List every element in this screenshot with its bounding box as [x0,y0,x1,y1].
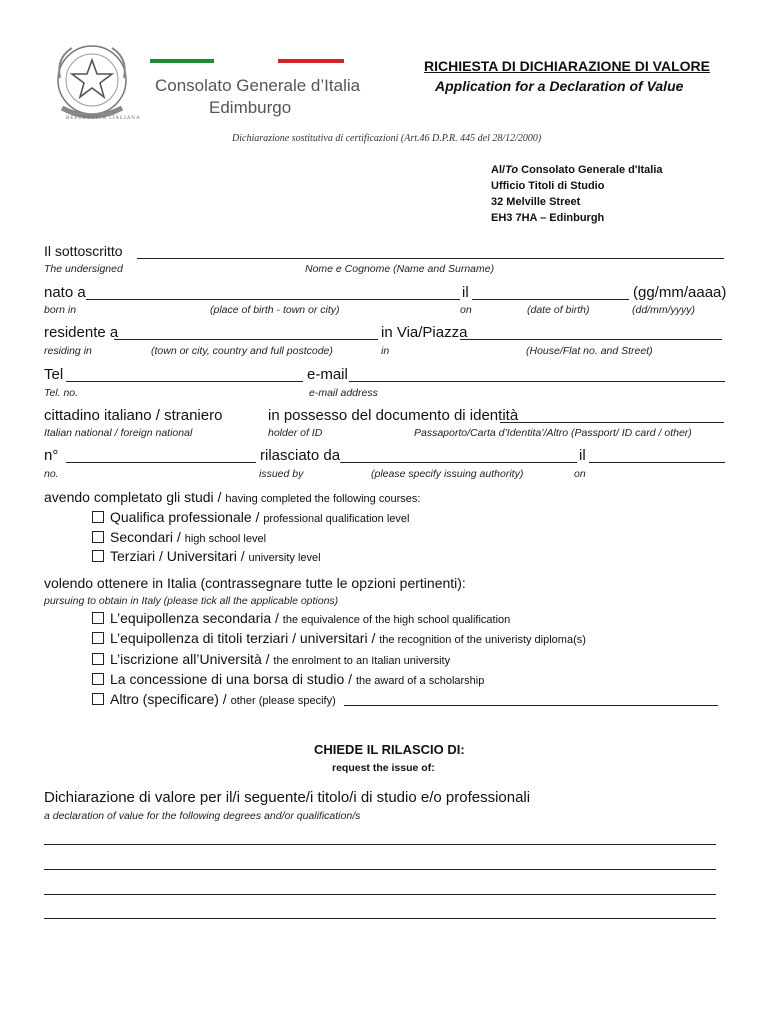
tel-label-en: Tel. no. [44,387,79,399]
birthdate-label: il [462,284,469,301]
address-rest: Consolato Generale d'Italia [518,164,663,176]
nationality-label: cittadino italiano / straniero [44,407,223,424]
study-option-professional[interactable] [92,509,409,525]
email-field[interactable] [349,381,725,382]
studies-heading [44,489,420,505]
address-to: To [505,164,519,176]
option-it: Terziari / Universitari / [110,548,249,564]
purpose-option-scholarship[interactable] [92,671,484,687]
page-title: RICHIESTA DI DICHIARAZIONE DI VALORE [424,58,710,74]
address-line-1 [491,164,663,176]
undersigned-label: Il sottoscritto [44,243,123,259]
checkbox[interactable] [92,693,104,705]
resident-label-en: residing in [44,345,92,357]
declaration-label: Dichiarazione di valore per il/i seguente/i titolo/i di studio e/o professionali [44,789,531,806]
legal-note: Dichiarazione sostitutiva di certificazioni (Art.46 D.P.R. 445 del 28/12/2000) [232,133,542,144]
issue-date-field[interactable] [589,462,725,463]
town-hint: (town or city, country and full postcode) [151,345,333,357]
in-label: in [381,345,390,357]
id-hint: Passaporto/Carta d’Identita’/Altro (Passport/ ID card / other) [414,427,692,439]
purpose-option-other[interactable] [92,691,336,707]
address-line-3: 32 Melville Street [491,196,581,208]
purpose-heading-en: pursuing to obtain in Italy (please tick all the applicable options) [44,595,339,607]
studies-heading-en: having completed the following courses: [225,493,421,505]
option-en: the award of a scholarship [355,675,485,687]
option-it: Altro (specificare) / [110,691,231,707]
purpose-heading: volendo ottenere in Italia (contrassegnare tutte le opzioni pertinenti): [44,575,466,591]
purpose-option-secondary-equivalence[interactable] [92,610,510,626]
qualification-line-3[interactable] [44,894,716,895]
checkbox[interactable] [92,531,104,543]
house-hint: (House/Flat no. and Street) [526,345,653,357]
email-label: e-mail [307,366,348,383]
purpose-option-enrolment[interactable] [92,651,450,667]
option-en: other (please specify) [230,695,336,707]
checkbox[interactable] [92,612,104,624]
study-option-secondary[interactable] [92,529,266,545]
option-it: L’equipollenza di titoli terziari / universitari / [110,630,380,646]
birthdate-field[interactable] [472,299,629,300]
issuing-authority-field[interactable] [340,462,577,463]
purpose-option-university-recognition[interactable] [92,630,586,646]
consulate-name: Consolato Generale d’Italia [155,76,361,95]
street-label: in Via/Piazza [381,324,468,341]
study-option-university[interactable] [92,548,321,564]
id-doc-field[interactable] [500,422,724,423]
number-label: n° [44,447,59,464]
issued-label-en: issued by [259,468,304,480]
flag-red [278,59,344,63]
email-label-en: e-mail address [309,387,378,399]
address-line-2: Ufficio Titoli di Studio [491,180,605,192]
option-en: professional qualification level [263,513,410,525]
declaration-label-en: a declaration of value for the following degrees and/or qualification/s [44,810,361,822]
other-specify-field[interactable] [344,705,718,706]
republic-emblem [50,38,134,128]
date-hint: (date of birth) [527,304,590,316]
id-doc-label-en: holder of ID [268,427,323,439]
id-number-field[interactable] [66,462,256,463]
request-heading-en: request the issue of: [332,762,435,774]
checkbox[interactable] [92,653,104,665]
option-it: L’equipollenza secondaria / [110,610,283,626]
resident-label: residente a [44,324,119,341]
born-label: nato a [44,284,86,301]
issued-label: rilasciato da [260,447,341,464]
consulate-city: Edimburgo [209,98,292,117]
page-subtitle: Application for a Declaration of Value [435,78,684,94]
date-format-it: (gg/mm/aaaa) [633,284,727,301]
on-label: on [460,304,472,316]
emblem-text: REPUBBLICA ITALIANA [66,116,141,121]
qualification-line-1[interactable] [44,844,716,845]
place-hint: (place of birth - town or city) [210,304,340,316]
residence-town-field[interactable] [114,339,378,340]
authority-hint: (please specify issuing authority) [371,468,524,480]
nationality-label-en: Italian national / foreign national [44,427,193,439]
address-prefix: Al/ [491,164,506,176]
flag-white [214,59,278,63]
undersigned-label-en: The undersigned [44,263,123,275]
born-label-en: born in [44,304,77,316]
option-it: Qualifica professionale / [110,509,264,525]
option-it: L’iscrizione all’Università / [110,651,274,667]
number-label-en: no. [44,468,59,480]
checkbox[interactable] [92,673,104,685]
checkbox[interactable] [92,632,104,644]
birthplace-field[interactable] [86,299,460,300]
option-it: Secondari / [110,529,185,545]
name-hint: Nome e Cognome (Name and Surname) [305,263,495,275]
street-field[interactable] [460,339,722,340]
qualification-line-4[interactable] [44,918,716,919]
checkbox[interactable] [92,511,104,523]
option-en: high school level [184,533,267,545]
name-field[interactable] [137,258,724,259]
option-en: the equivalence of the high school qualification [282,614,511,626]
tel-field[interactable] [66,381,303,382]
address-line-4: EH3 7HA – Edinburgh [491,212,605,224]
qualification-line-2[interactable] [44,869,716,870]
option-en: university level [248,552,321,564]
issue-date-label: il [579,447,586,464]
checkbox[interactable] [92,550,104,562]
id-doc-label: in possesso del documento di identità [268,407,519,424]
studies-heading-it: avendo completato gli studi / [44,489,226,505]
option-en: the enrolment to an Italian university [273,655,451,667]
flag-green [150,59,214,63]
option-it: La concessione di una borsa di studio / [110,671,356,687]
date-format-en: (dd/mm/yyyy) [632,304,695,316]
option-en: the recognition of the univeristy diploma(s) [379,634,586,646]
tel-label: Tel [44,366,64,383]
request-heading: CHIEDE IL RILASCIO DI: [314,742,465,757]
on-label-2: on [574,468,586,480]
